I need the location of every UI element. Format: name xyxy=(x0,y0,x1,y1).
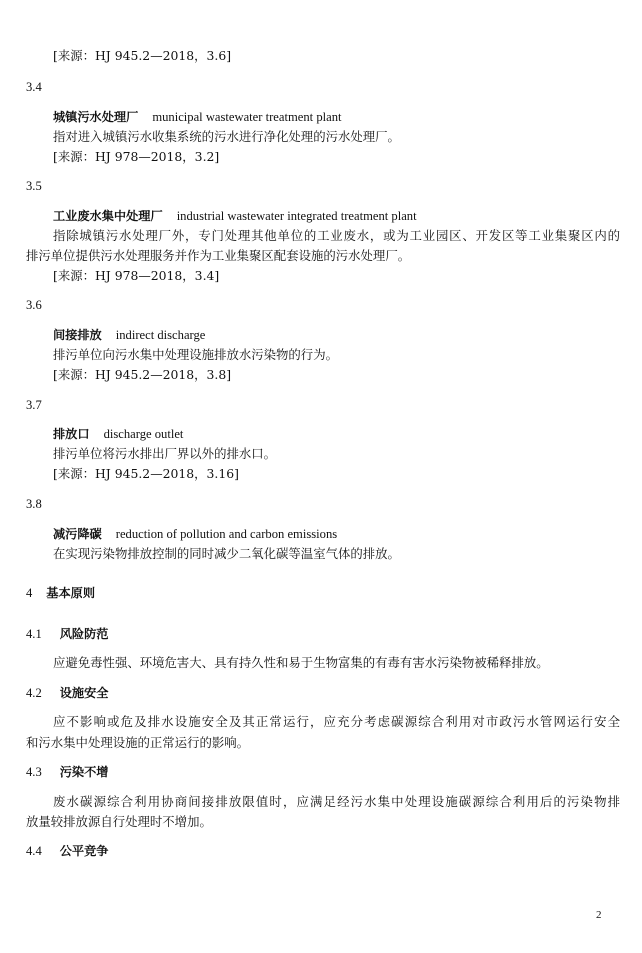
chapter-heading xyxy=(26,585,95,601)
section-number: 4.1 xyxy=(26,627,42,641)
source-citation: [来源：HJ 945.2—2018，3.16] xyxy=(53,466,239,481)
definition-line: 排污单位提供污水处理服务并作为工业集聚区配套设施的污水处理厂。 xyxy=(26,248,411,263)
term-en: indirect discharge xyxy=(115,328,206,342)
definition-line: 在实现污染物排放控制的同时减少二氧化碳等温室气体的排放。 xyxy=(53,546,400,561)
source-citation: [来源：HJ 945.2—2018，3.6] xyxy=(53,48,232,63)
source-citation: [来源：HJ 978—2018，3.4] xyxy=(53,268,220,283)
term-en: discharge outlet xyxy=(103,427,184,441)
term-zh: 间接排放 xyxy=(53,328,102,342)
section-heading xyxy=(26,685,109,701)
term-number: 3.7 xyxy=(26,398,42,412)
section-number: 4.2 xyxy=(26,686,42,700)
section-title: 风险防范 xyxy=(59,627,109,641)
source-citation: [来源：HJ 945.2—2018，3.8] xyxy=(53,367,232,382)
paragraph-line: 放量较排放源自行处理时不增加。 xyxy=(26,814,212,829)
source-citation: [来源：HJ 978—2018，3.2] xyxy=(53,149,220,164)
term-zh: 工业废水集中处理厂 xyxy=(53,209,163,223)
section-number: 4.3 xyxy=(26,765,42,779)
page-number: 2 xyxy=(596,909,602,921)
section-title: 公平竞争 xyxy=(59,844,109,858)
chapter-title: 基本原则 xyxy=(46,586,96,600)
term-heading xyxy=(53,327,205,343)
paragraph-line: 应避免毒性强、环境危害大、具有持久性和易于生物富集的有毒有害水污染物被稀释排放。 xyxy=(53,655,549,670)
term-zh: 排放口 xyxy=(53,427,90,441)
term-number: 3.5 xyxy=(26,179,42,193)
term-number: 3.4 xyxy=(26,80,42,94)
term-zh: 城镇污水处理厂 xyxy=(53,110,139,124)
term-heading xyxy=(53,109,342,125)
term-number: 3.6 xyxy=(26,298,42,312)
definition-line: 指除城镇污水处理厂外，专门处理其他单位的工业废水，或为工业园区、开发区等工业集聚区内的 xyxy=(53,228,620,243)
term-en: industrial wastewater integrated treatment plant xyxy=(176,209,417,223)
section-number: 4.4 xyxy=(26,844,42,858)
section-heading xyxy=(26,626,109,642)
term-en: reduction of pollution and carbon emissions xyxy=(115,527,338,541)
section-heading xyxy=(26,843,109,859)
term-number: 3.8 xyxy=(26,497,42,511)
section-title: 设施安全 xyxy=(59,686,109,700)
term-heading xyxy=(53,526,337,542)
definition-line: 排污单位向污水集中处理设施排放水污染物的行为。 xyxy=(53,347,338,362)
term-heading xyxy=(53,208,417,224)
paragraph-line: 和污水集中处理设施的正常运行的影响。 xyxy=(26,735,250,750)
term-heading xyxy=(53,426,183,442)
paragraph-line: 应不影响或危及排水设施安全及其正常运行，应充分考虑碳源综合利用对市政污水管网运行安全 xyxy=(53,714,620,729)
term-en: municipal wastewater treatment plant xyxy=(152,110,342,124)
term-zh: 减污降碳 xyxy=(53,527,102,541)
definition-line: 指对进入城镇污水收集系统的污水进行净化处理的污水处理厂。 xyxy=(53,129,400,144)
paragraph-line: 废水碳源综合利用协商间接排放限值时，应满足经污水集中处理设施碳源综合利用后的污染物排 xyxy=(53,794,620,809)
definition-line: 排污单位将污水排出厂界以外的排水口。 xyxy=(53,446,277,461)
chapter-number: 4 xyxy=(26,586,33,600)
section-title: 污染不增 xyxy=(59,765,109,779)
section-heading xyxy=(26,764,109,780)
